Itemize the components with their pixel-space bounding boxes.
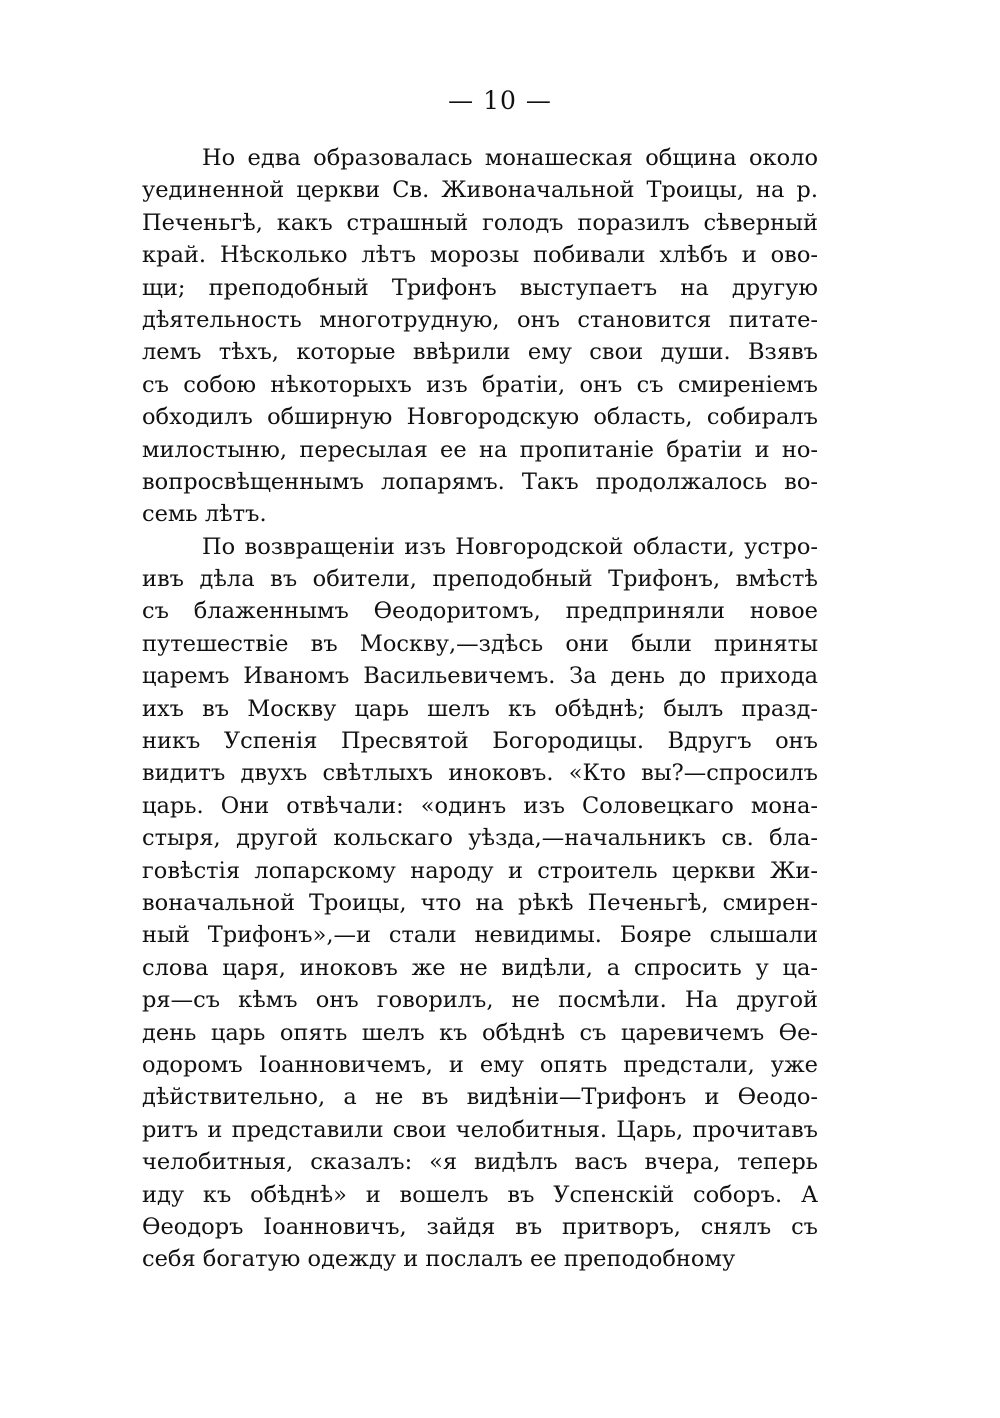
text-line: Ѳеодоръ Іоанновичъ, зайдя въ притворъ, снялъ съ <box>142 1213 818 1240</box>
text-line: одоромъ Іоанновичемъ, и ему опять предстали, уже <box>142 1051 818 1078</box>
text-line: царь. Они отвѣчали: «одинъ изъ Соловецкаго мона- <box>142 792 818 819</box>
text-line: дѣйствительно, а не въ видѣніи—Трифонъ и Ѳеодо- <box>142 1084 818 1111</box>
text-line: дѣятельность многотрудную, онъ становится питате- <box>142 306 818 333</box>
text-line: видитъ двухъ свѣтлыхъ иноковъ. «Кто вы?—спросилъ <box>142 760 818 787</box>
text-line: иду къ обѣднѣ» и вошелъ въ Успенскій соборъ. А <box>142 1181 818 1208</box>
body-text <box>142 142 818 1276</box>
text-line: ря—съ кѣмъ онъ говорилъ, не посмѣли. На другой <box>142 987 818 1014</box>
text-line: По возвращеніи изъ Новгородской области, устро- <box>202 533 818 560</box>
text-line: путешествіе въ Москву,—здѣсь они были приняты <box>142 630 818 657</box>
text-line: ритъ и представили свои челобитныя. Царь, прочитавъ <box>142 1116 818 1143</box>
text-line: говѣстія лопарскому народу и строитель церкви Жи- <box>142 857 818 884</box>
text-line: вопросвѣщеннымъ лопарямъ. Такъ продолжалось во- <box>142 468 818 495</box>
text-line: себя богатую одежду и послалъ ее преподобному <box>142 1246 736 1273</box>
text-line: Но едва образовалась монашеская община около <box>202 145 818 171</box>
text-line: Печеньгѣ, какъ страшный голодъ поразилъ сѣверный <box>142 209 818 236</box>
paragraph-1 <box>142 142 818 531</box>
text-line: никъ Успенія Пресвятой Богородицы. Вдругъ онъ <box>142 728 818 755</box>
text-line: челобитныя, сказалъ: «я видѣлъ васъ вчера, теперь <box>142 1149 818 1176</box>
text-line: обходилъ обширную Новгородскую область, собиралъ <box>142 404 818 431</box>
text-line: стыря, другой кольскаго уѣзда,—начальникъ св. бла- <box>142 825 818 852</box>
text-line: ихъ въ Москву царь шелъ къ обѣднѣ; былъ празд- <box>142 695 818 722</box>
text-line: воначальной Троицы, что на рѣкѣ Печеньгѣ, смирен- <box>142 889 818 916</box>
text-line: съ блаженнымъ Ѳеодоритомъ, предприняли новое <box>142 598 818 625</box>
text-line: съ собою нѣкоторыхъ изъ братіи, онъ съ смиреніемъ <box>142 371 818 398</box>
text-line: щи; преподобный Трифонъ выступаетъ на другую <box>142 274 818 301</box>
paragraph-2 <box>142 531 818 1276</box>
text-line: милостыню, пересылая ее на пропитаніе братіи и но- <box>142 436 818 463</box>
text-line: царемъ Иваномъ Васильевичемъ. За день до прихода <box>142 663 818 690</box>
text-line: ивъ дѣла въ обители, преподобный Трифонъ, вмѣстѣ <box>142 566 818 593</box>
text-line: семь лѣтъ. <box>142 501 267 528</box>
text-line: лемъ тѣхъ, которые ввѣрили ему свои души. Взявъ <box>142 339 818 366</box>
text-line: ный Трифонъ»,—и стали невидимы. Бояре слышали <box>142 922 818 949</box>
text-line: край. Нѣсколько лѣтъ морозы побивали хлѣбъ и ово- <box>142 242 818 269</box>
text-line: день царь опять шелъ къ обѣднѣ съ царевичемъ Ѳе- <box>142 1019 818 1046</box>
text-line: слова царя, иноковъ же не видѣли, а спросить у ца- <box>142 954 818 981</box>
text-line: уединенной церкви Св. Живоначальной Троицы, на р. <box>142 177 818 204</box>
page-number: — 10 — <box>448 86 552 115</box>
